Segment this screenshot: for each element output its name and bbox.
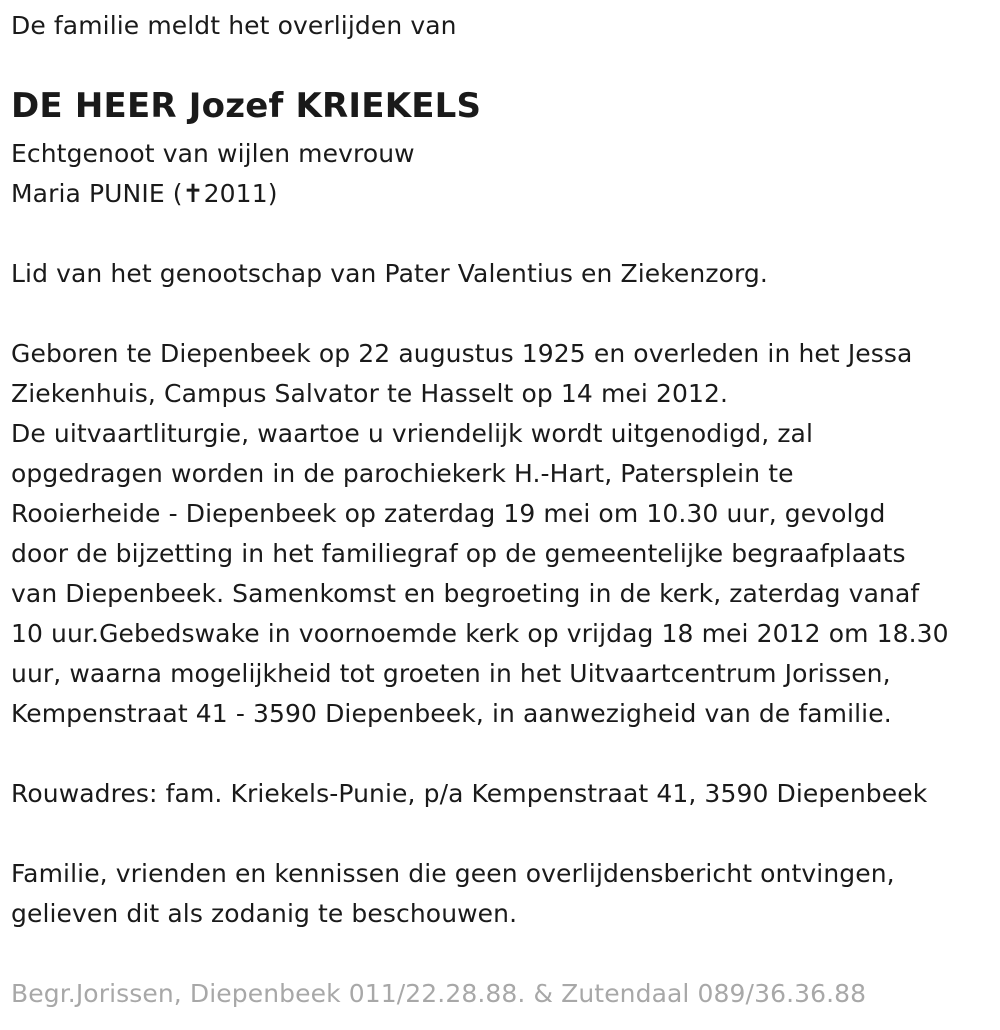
closing-line: gelieven dit als zodanig te beschouwen. <box>11 899 518 928</box>
body-line: De uitvaartliturgie, waartoe u vriendelijk wordt uitgenodigd, zal <box>11 419 814 448</box>
deceased-name: DE HEER Jozef KRIEKELS <box>11 86 482 126</box>
funeral-details <box>11 334 949 734</box>
spouse-line: Maria PUNIE (✝2011) <box>11 179 278 208</box>
body-line: Kempenstraat 41 - 3590 Diepenbeek, in aanwezigheid van de familie. <box>11 699 892 728</box>
membership-block <box>11 254 768 294</box>
funeral-home-footer: Begr.Jorissen, Diepenbeek 011/22.28.88. & Zutendaal 089/36.36.88 <box>11 979 867 1008</box>
spouse-block <box>11 134 415 214</box>
closing-line: Familie, vrienden en kennissen die geen overlijdensbericht ontvingen, <box>11 859 895 888</box>
body-line: door de bijzetting in het familiegraf op de gemeentelijke begraafplaats <box>11 539 906 568</box>
body-line: uur, waarna mogelijkheid tot groeten in het Uitvaartcentrum Jorissen, <box>11 659 891 688</box>
body-line: van Diepenbeek. Samenkomst en begroeting in de kerk, zaterdag vanaf <box>11 579 920 608</box>
mourning-address: Rouwadres: fam. Kriekels-Punie, p/a Kempenstraat 41, 3590 Diepenbeek <box>11 779 928 808</box>
spouse-line: Echtgenoot van wijlen mevrouw <box>11 139 415 168</box>
membership-text: Lid van het genootschap van Pater Valentius en Ziekenzorg. <box>11 259 768 288</box>
body-line: 10 uur.Gebedswake in voornoemde kerk op vrijdag 18 mei 2012 om 18.30 <box>11 619 949 648</box>
body-line: Rooierheide - Diepenbeek op zaterdag 19 mei om 10.30 uur, gevolgd <box>11 499 886 528</box>
body-line: Ziekenhuis, Campus Salvator te Hasselt op 14 mei 2012. <box>11 379 729 408</box>
closing-block <box>11 854 895 934</box>
body-line: opgedragen worden in de parochiekerk H.-Hart, Patersplein te <box>11 459 794 488</box>
intro-text: De familie meldt het overlijden van <box>11 11 457 40</box>
body-line: Geboren te Diepenbeek op 22 augustus 1925 en overleden in het Jessa <box>11 339 913 368</box>
mourning-address-block <box>11 774 927 814</box>
